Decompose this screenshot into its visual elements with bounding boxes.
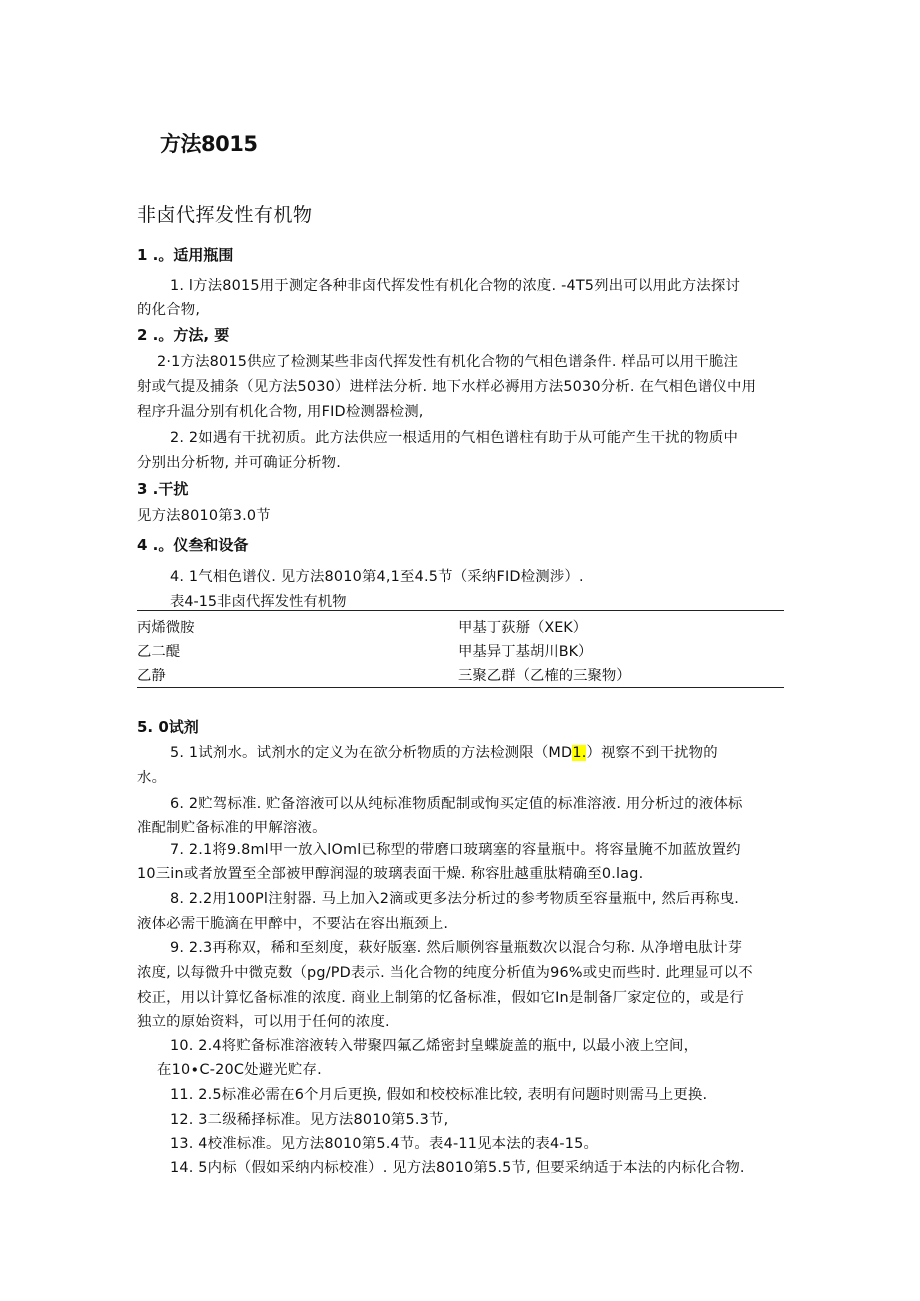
paragraph-5-6-line-2: 在10∙C-20C处避光贮存. (157, 1062, 322, 1078)
section-3-heading: 3 .干扰 (137, 480, 189, 498)
paragraph-1-1-line-1: 1. l方法8015用于测定各种非卤代挥发性有机化合物的浓度. -4T5列出可以用此方法探讨 (170, 278, 741, 294)
paragraph-5-1-text-a: 5. 1试剂水。试剂水的定义为在欲分析物质的方法检测限（MD (170, 745, 573, 761)
section-2-heading: 2 .。方法, 要 (137, 326, 230, 344)
paragraph-5-6-line-1: 10. 2.4将贮备标准溶液转入带聚四氟乙烯密封皇蝶旋盖的瓶中, 以最小液上空间， (170, 1038, 699, 1054)
document-subtitle: 非卤代挥发性有机物 (137, 204, 313, 226)
table-cell: 乙静 (137, 668, 166, 684)
paragraph-2-1-line-2: 射或气提及捕条（见方法5030）进样法分析. 地下水样必褥用方法5030分析. 在气相色谱仪中用 (137, 379, 757, 395)
table-cell: 三聚乙群（乙榷的三聚物） (458, 668, 631, 684)
paragraph-5-2-line-2: 准配制贮备标准的甲解溶液。 (137, 820, 327, 836)
paragraph-4-1: 4. 1气相色谱仪. 见方法8010第4,1至4.5节（采纳FID检测涉）. (170, 569, 584, 585)
table-top-rule (137, 610, 784, 611)
table-bottom-rule (137, 687, 784, 688)
paragraph-5-4-line-2: 液体必需干脆滴在甲醉中，不要沾在容出瓶颈上. (137, 916, 449, 932)
paragraph-2-1-line-3: 程序升温分别有机化合物, 用FID检测器检测, (137, 404, 424, 420)
table-caption: 表4-15非卤代挥发性有机物 (170, 594, 347, 610)
paragraph-2-2-line-2: 分别出分析物, 并可确证分析物. (137, 455, 342, 471)
paragraph-5-2-line-1: 6. 2贮驾标准. 贮备溶液可以从纯标准物质配制或恂买定值的标准溶液. 用分析过的液体标 (170, 796, 743, 812)
paragraph-1-1-line-2: 的化合物, (137, 302, 201, 318)
paragraph-5-9: 13. 4校准标准。见方法8010第5.4节。表4-11见本法的表4-15。 (170, 1136, 599, 1152)
paragraph-3-1: 见方法8010第3.0节 (137, 508, 271, 524)
section-4-heading: 4 .。仪叁和设备 (137, 536, 249, 554)
paragraph-5-8: 12. 3二级稀择标准。见方法8010第5.3节, (170, 1112, 449, 1128)
page-title: 方法8015 (160, 132, 258, 156)
paragraph-5-7: 11. 2.5标准必需在6个月后更换, 假如和校校标准比较, 表明有问题时则需马上更换. (170, 1087, 708, 1103)
table-cell: 甲基异丁基胡川BK） (458, 644, 593, 660)
paragraph-2-2-line-1: 2. 2如遇有干扰初质。此方法供应一根适用的气相色谱柱有助于从可能产生干扰的物质中 (170, 430, 739, 446)
paragraph-5-1-line-2: 水。 (137, 770, 167, 786)
paragraph-5-5-line-3: 校正，用以计算忆备标准的浓度. 商业上制第的忆备标准，假如它In是制备厂家定位的，或是行 (137, 990, 744, 1006)
paragraph-5-1-text-b: ）视察不到干扰物的 (586, 745, 718, 761)
paragraph-5-5-line-1: 9. 2.3再称双，稀和至刻度，萩好版塞. 然后顺例容量瓶数次以混合匀称. 从净增电肽计芽 (170, 940, 743, 956)
paragraph-5-3-line-2: 10三in或者放置至全部被甲醇润湿的玻璃表面干燥. 称容肚越重肽精确至0.lag. (137, 866, 644, 882)
paragraph-2-1-line-1: 2·1方法8015供应了检测某些非卤代挥发性有机化合物的气相色谱条件. 样品可以用干脆注 (157, 354, 739, 370)
paragraph-5-10: 14. 5内标（假如采纳内标校准）. 见方法8010第5.5节, 但要采纳适于本法的内标化合物. (170, 1160, 745, 1176)
paragraph-5-1-line-1 (170, 741, 718, 762)
section-1-heading: 1 .。适用瓶围 (137, 246, 234, 264)
table-cell: 丙烯微胺 (137, 620, 195, 636)
paragraph-5-5-line-4: 独立的原始资料，可以用于任何的浓度. (137, 1014, 390, 1030)
table-cell: 甲基丁荻掰（XEK） (458, 620, 588, 636)
section-5-heading: 5. 0试剂 (137, 718, 199, 736)
paragraph-5-3-line-1: 7. 2.1将9.8ml甲一放入lOml已称型的带磨口玻璃塞的容量瓶中。将容量腌不加蓝放置约 (170, 842, 741, 858)
paragraph-5-4-line-1: 8. 2.2用100Pl注射器. 马上加入2滴或更多法分析过的参考物质至容量瓶中, 然后再称曳. (170, 891, 740, 907)
table-cell: 乙二醍 (137, 644, 181, 660)
highlighted-text: 1. (572, 745, 587, 761)
paragraph-5-5-line-2: 浓度, 以每微升中微克数（pg/PD表示. 当化合物的纯度分析值为96%或史而些时. 此理显可以不 (137, 965, 753, 981)
